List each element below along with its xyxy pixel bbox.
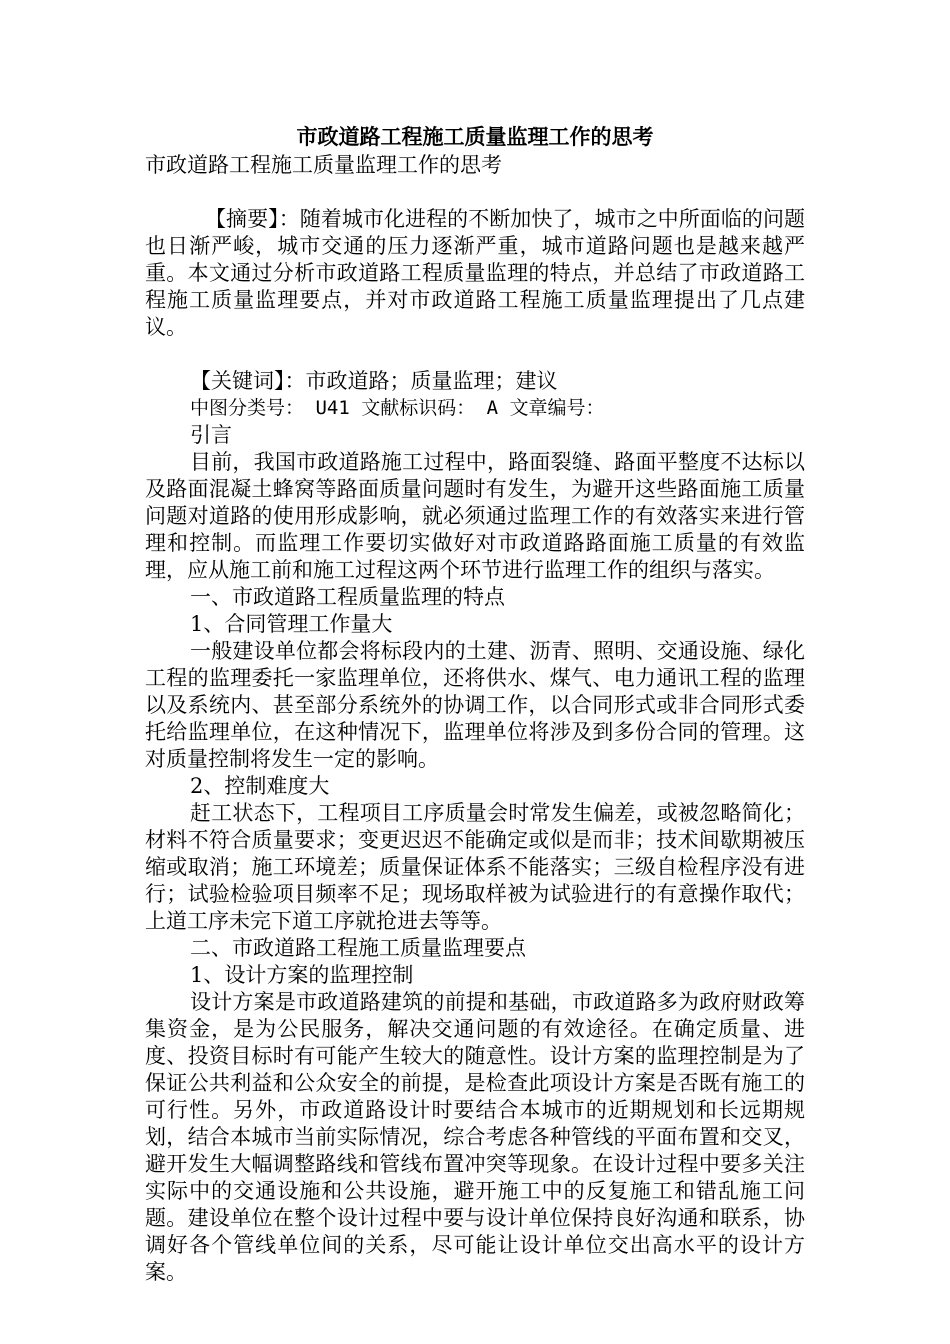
- subsection-2-1-heading: 1、设计方案的监理控制: [190, 963, 414, 987]
- section-1-heading: 一、市政道路工程质量监理的特点: [190, 585, 505, 609]
- subsection-1-2-paragraph: 赶工状态下，工程项目工序质量会时常发生偏差，或被忽略简化；材料不符合质量要求；变更迟迟不能确定或似是而非；技术间歇期被压缩或取消；施工环境差；质量保证体系不能落实；三级自检程序没有进行；试验检验项目频率不足；现场取样被为试验进行的有意操作取代；上道工序未完下道工序就抢进去等等。: [145, 801, 805, 933]
- document-subtitle: 市政道路工程施工质量监理工作的思考: [145, 153, 502, 177]
- keywords-line: 【关键词】：市政道路；质量监理；建议: [190, 369, 558, 393]
- subsection-1-1-paragraph: 一般建设单位都会将标段内的土建、沥青、照明、交通设施、绿化工程的监理委托一家监理单位，还将供水、煤气、电力通讯工程的监理以及系统内、甚至部分系统外的协调工作，以合同形式或非合同形式委托给监理单位，在这种情况下，监理单位将涉及到多份合同的管理。这对质量控制将发生一定的影响。: [145, 639, 805, 771]
- subsection-1-2-heading: 2、控制难度大: [190, 774, 330, 798]
- intro-paragraph: 目前，我国市政道路施工过程中，路面裂缝、路面平整度不达标以及路面混凝土蜂窝等路面质量问题时有发生，为避开这些路面施工质量问题对道路的使用形成影响，就必须通过监理工作的有效落实来进行管理和控制。而监理工作要切实做好对市政道路路面施工质量的有效监理，应从施工前和施工过程这两个环节进行监理工作的组织与落实。: [145, 450, 805, 582]
- intro-heading: 引言: [190, 423, 232, 447]
- document-page: [145, 122, 805, 1286]
- section-2-heading: 二、市政道路工程施工质量监理要点: [190, 936, 526, 960]
- spacer: [145, 179, 805, 206]
- subsection-2-1-paragraph: 设计方案是市政道路建筑的前提和基础，市政道路多为政府财政筹集资金，是为公民服务，解决交通问题的有效途径。在确定质量、进度、投资目标时有可能产生较大的随意性。设计方案的监理控制是为了保证公共利益和公众安全的前提，是检查此项设计方案是否既有施工的可行性。另外，市政道路设计时要结合本城市的近期规划和长远期规划，结合本城市当前实际情况，综合考虑各种管线的平面布置和交叉，避开发生大幅调整路线和管线布置冲突等现象。在设计过程中要多关注实际中的交通设施和公共设施，避开施工中的反复施工和错乱施工问题。建设单位在整个设计过程中要与设计单位保持良好沟通和联系，协调好各个管线单位间的关系，尽可能让设计单位交出高水平的设计方案。: [145, 990, 805, 1284]
- subsection-1-1-heading: 1、合同管理工作量大: [190, 612, 393, 636]
- abstract-paragraph: 【摘要】：随着城市化进程的不断加快了，城市之中所面临的问题也日渐严峻，城市交通的压力逐渐严重，城市道路问题也是越来越严重。本文通过分析市政道路工程质量监理的特点，并总结了市政道路工程施工质量监理要点，并对市政道路工程施工质量监理提出了几点建议。: [145, 207, 805, 339]
- spacer: [145, 341, 805, 368]
- document-title: 市政道路工程施工质量监理工作的思考: [296, 124, 654, 149]
- classification-line: 中图分类号： U41 文献标识码： A 文章编号：: [190, 397, 605, 419]
